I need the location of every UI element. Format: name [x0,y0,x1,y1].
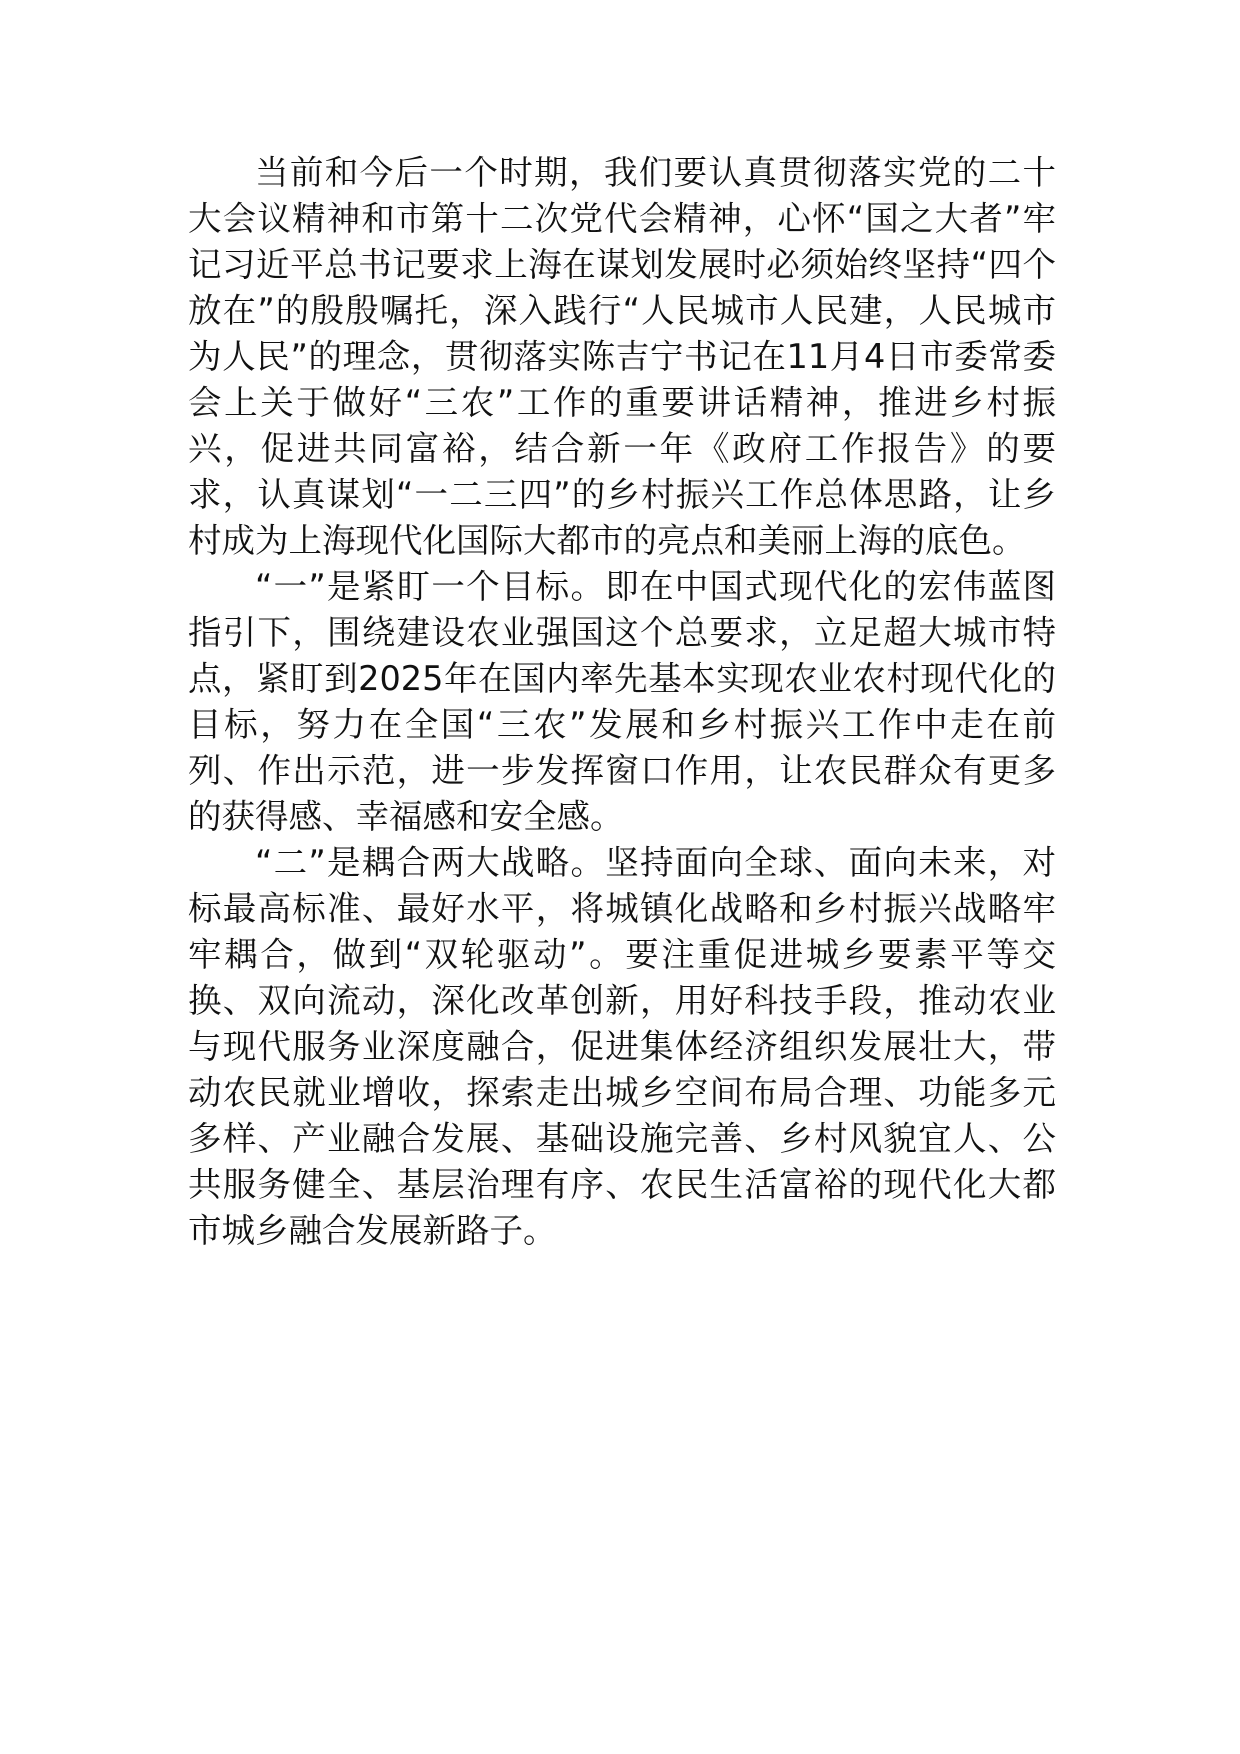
paragraph-intro: 当前和今后一个时期，我们要认真贯彻落实党的二十大会议精神和市第十二次党代会精神，心怀“国之大者”牢记习近平总书记要求上海在谋划发展时必须始终坚持“四个放在”的殷殷嘱托，深入践行“人民城市人民建，人民城市为人民”的理念，贯彻落实陈吉宁书记在11月4日市委常委会上关于做好“三农”工作的重要讲话精神，推进乡村振兴，促进共同富裕，结合新一年《政府工作报告》的要求，认真谋划“一二三四”的乡村振兴工作总体思路，让乡村成为上海现代化国际大都市的亮点和美丽上海的底色。 [188,153,1056,560]
paragraph-two-strategies: “二”是耦合两大战略。坚持面向全球、面向未来，对标最高标准、最好水平，将城镇化战略和乡村振兴战略牢牢耦合，做到“双轮驱动”。要注重促进城乡要素平等交换、双向流动，深化改革创新，用好科技手段，推动农业与现代服务业深度融合，促进集体经济组织发展壮大，带动农民就业增收，探索走出城乡空间布局合理、功能多元多样、产业融合发展、基础设施完善、乡村风貌宜人、公共服务健全、基层治理有序、农民生活富裕的现代化大都市城乡融合发展新路子。 [188,843,1056,1250]
document-body [188,150,1056,1254]
paragraph-one-goal: “一”是紧盯一个目标。即在中国式现代化的宏伟蓝图指引下，围绕建设农业强国这个总要求，立足超大城市特点，紧盯到2025年在国内率先基本实现农业农村现代化的目标，努力在全国“三农”发展和乡村振兴工作中走在前列、作出示范，进一步发挥窗口作用，让农民群众有更多的获得感、幸福感和安全感。 [188,567,1056,836]
